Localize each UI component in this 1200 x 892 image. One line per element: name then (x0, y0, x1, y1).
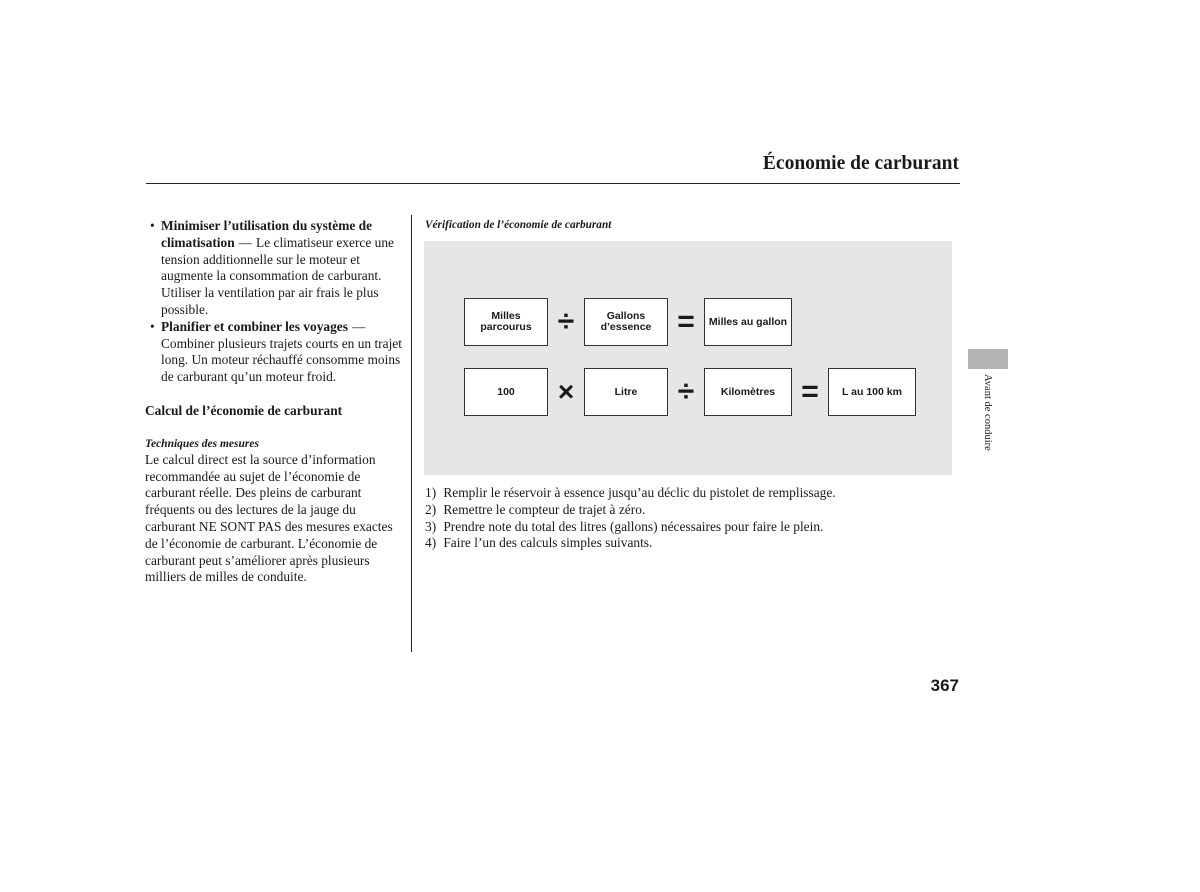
bullet-climatisation (145, 218, 407, 319)
equals-icon: = (801, 375, 819, 408)
bullet-icon: • (150, 318, 155, 334)
step-number: 2) (425, 501, 437, 517)
box-litre: Litre (584, 368, 668, 416)
box-milles-au-gallon: Milles au gallon (704, 298, 792, 346)
list-item (425, 535, 836, 552)
step-text: Remettre le compteur de trajet à zéro. (443, 501, 646, 517)
em-dash: — (238, 234, 253, 250)
box-kilometres: Kilomètres (704, 368, 792, 416)
bullet-icon: • (150, 218, 155, 233)
paragraph: Le calcul direct est la source d’information recommandée au sujet de l’économie de carburant réelle. Des pleins de carburant fréquents ou des lectures de la jauge du carburant NE SONT PAS des mesures exactes de l’économie de carburant. L’économie de carburant peut s’améliorer après plusieurs milliers de milles de conduite. (145, 451, 393, 585)
bullet-text: Combiner plusieurs trajets courts en un trajet long. Un moteur réchauffé consomme moins de carburant qu’un moteur froid. (161, 335, 402, 385)
em-dash: — (351, 318, 366, 334)
step-text: Faire l’un des calculs simples suivants. (443, 535, 653, 551)
box-l-au-100-km: L au 100 km (828, 368, 916, 416)
page-title: Économie de carburant (762, 153, 959, 174)
chapter-label: Avant de conduire (982, 374, 993, 451)
multiply-icon: × (557, 376, 575, 407)
divide-icon: ÷ (677, 375, 695, 408)
left-column (145, 218, 407, 586)
box-milles-parcourus: Milles parcourus (464, 298, 548, 346)
step-text: Prendre note du total des litres (gallons) nécessaires pour faire le plein. (443, 518, 824, 534)
list-item (425, 485, 836, 502)
box-gallons-essence: Gallons d’essence (584, 298, 668, 346)
divide-icon: ÷ (557, 305, 575, 338)
list-item (425, 519, 836, 536)
step-text: Remplir le réservoir à essence jusqu’au déclic du pistolet de remplissage. (443, 485, 836, 500)
header-rule (146, 183, 960, 184)
bullet-text: Le climatiseur exerce une tension additionnelle sur le moteur et augmente la consommation de carburant. Utiliser la ventilation par air frais le plus possible. (161, 234, 394, 317)
bullet-voyages (145, 319, 407, 386)
bullet-title: Planifier et combiner les voyages (161, 318, 348, 334)
list-item (425, 502, 836, 519)
column-divider (411, 215, 412, 652)
box-100: 100 (464, 368, 548, 416)
equals-icon: = (677, 305, 695, 338)
step-number: 3) (425, 518, 437, 534)
bullet-title: Minimiser l’utilisation du système de climatisation (161, 218, 373, 250)
figure-caption: Vérification de l’économie de carburant (425, 219, 612, 231)
chapter-tab (968, 349, 1008, 369)
steps-list (425, 485, 836, 552)
step-number: 4) (425, 535, 437, 551)
formula-panel (424, 241, 952, 475)
step-number: 1) (425, 485, 437, 500)
subheading: Techniques des mesures (145, 437, 259, 450)
page-number: 367 (930, 676, 959, 695)
section-heading: Calcul de l’économie de carburant (145, 402, 343, 418)
